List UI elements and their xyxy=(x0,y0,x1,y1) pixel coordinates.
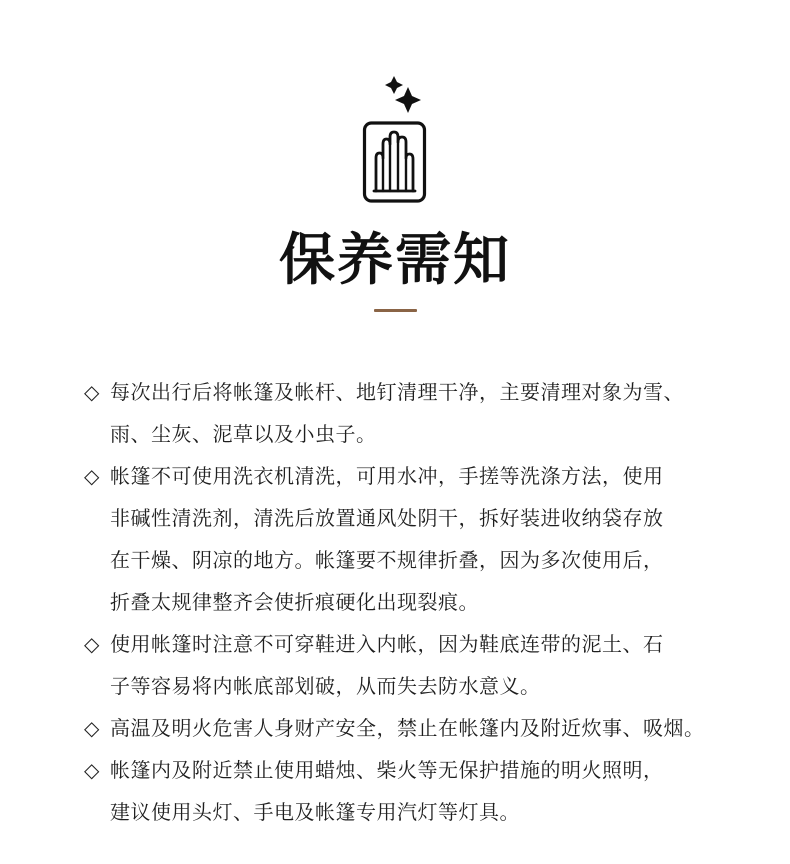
note-text: 帐篷内及附近禁止使用蜡烛、柴火等无保护措施的明火照明， 建议使用头灯、手电及帐篷专用汽灯等灯具。 xyxy=(110,758,664,824)
diamond-bullet-icon: ◇ xyxy=(84,632,100,656)
note-text: 每次出行后将帐篷及帐杆、地钉清理干净，主要清理对象为雪、 雨、尘灰、泥草以及小虫子。 xyxy=(110,380,684,446)
care-notes-list xyxy=(84,371,774,833)
diamond-bullet-icon: ◇ xyxy=(84,380,100,404)
sparkle-hand-glove-icon xyxy=(360,74,430,204)
list-item xyxy=(84,455,774,623)
list-item xyxy=(84,371,774,455)
note-text: 使用帐篷时注意不可穿鞋进入内帐，因为鞋底连带的泥土、石 子等容易将内帐底部划破，从而失去防水意义。 xyxy=(110,632,664,698)
page-title: 保养需知 xyxy=(279,228,511,293)
list-item xyxy=(84,749,774,833)
list-item xyxy=(84,623,774,707)
title-divider xyxy=(374,309,417,312)
list-item xyxy=(84,707,774,749)
diamond-bullet-icon: ◇ xyxy=(84,716,100,740)
diamond-bullet-icon: ◇ xyxy=(84,464,100,488)
diamond-bullet-icon: ◇ xyxy=(84,758,100,782)
note-text: 高温及明火危害人身财产安全，禁止在帐篷内及附近炊事、吸烟。 xyxy=(110,716,705,740)
note-text: 帐篷不可使用洗衣机清洗，可用水冲，手搓等洗涤方法，使用 非碱性清洗剂，清洗后放置通风处阴干，拆好装进收纳袋存放 在干燥、阴凉的地方。帐篷要不规律折叠，因为多次使用后， 折叠太规律整齐会使折痕硬化出现裂痕。 xyxy=(110,464,664,614)
